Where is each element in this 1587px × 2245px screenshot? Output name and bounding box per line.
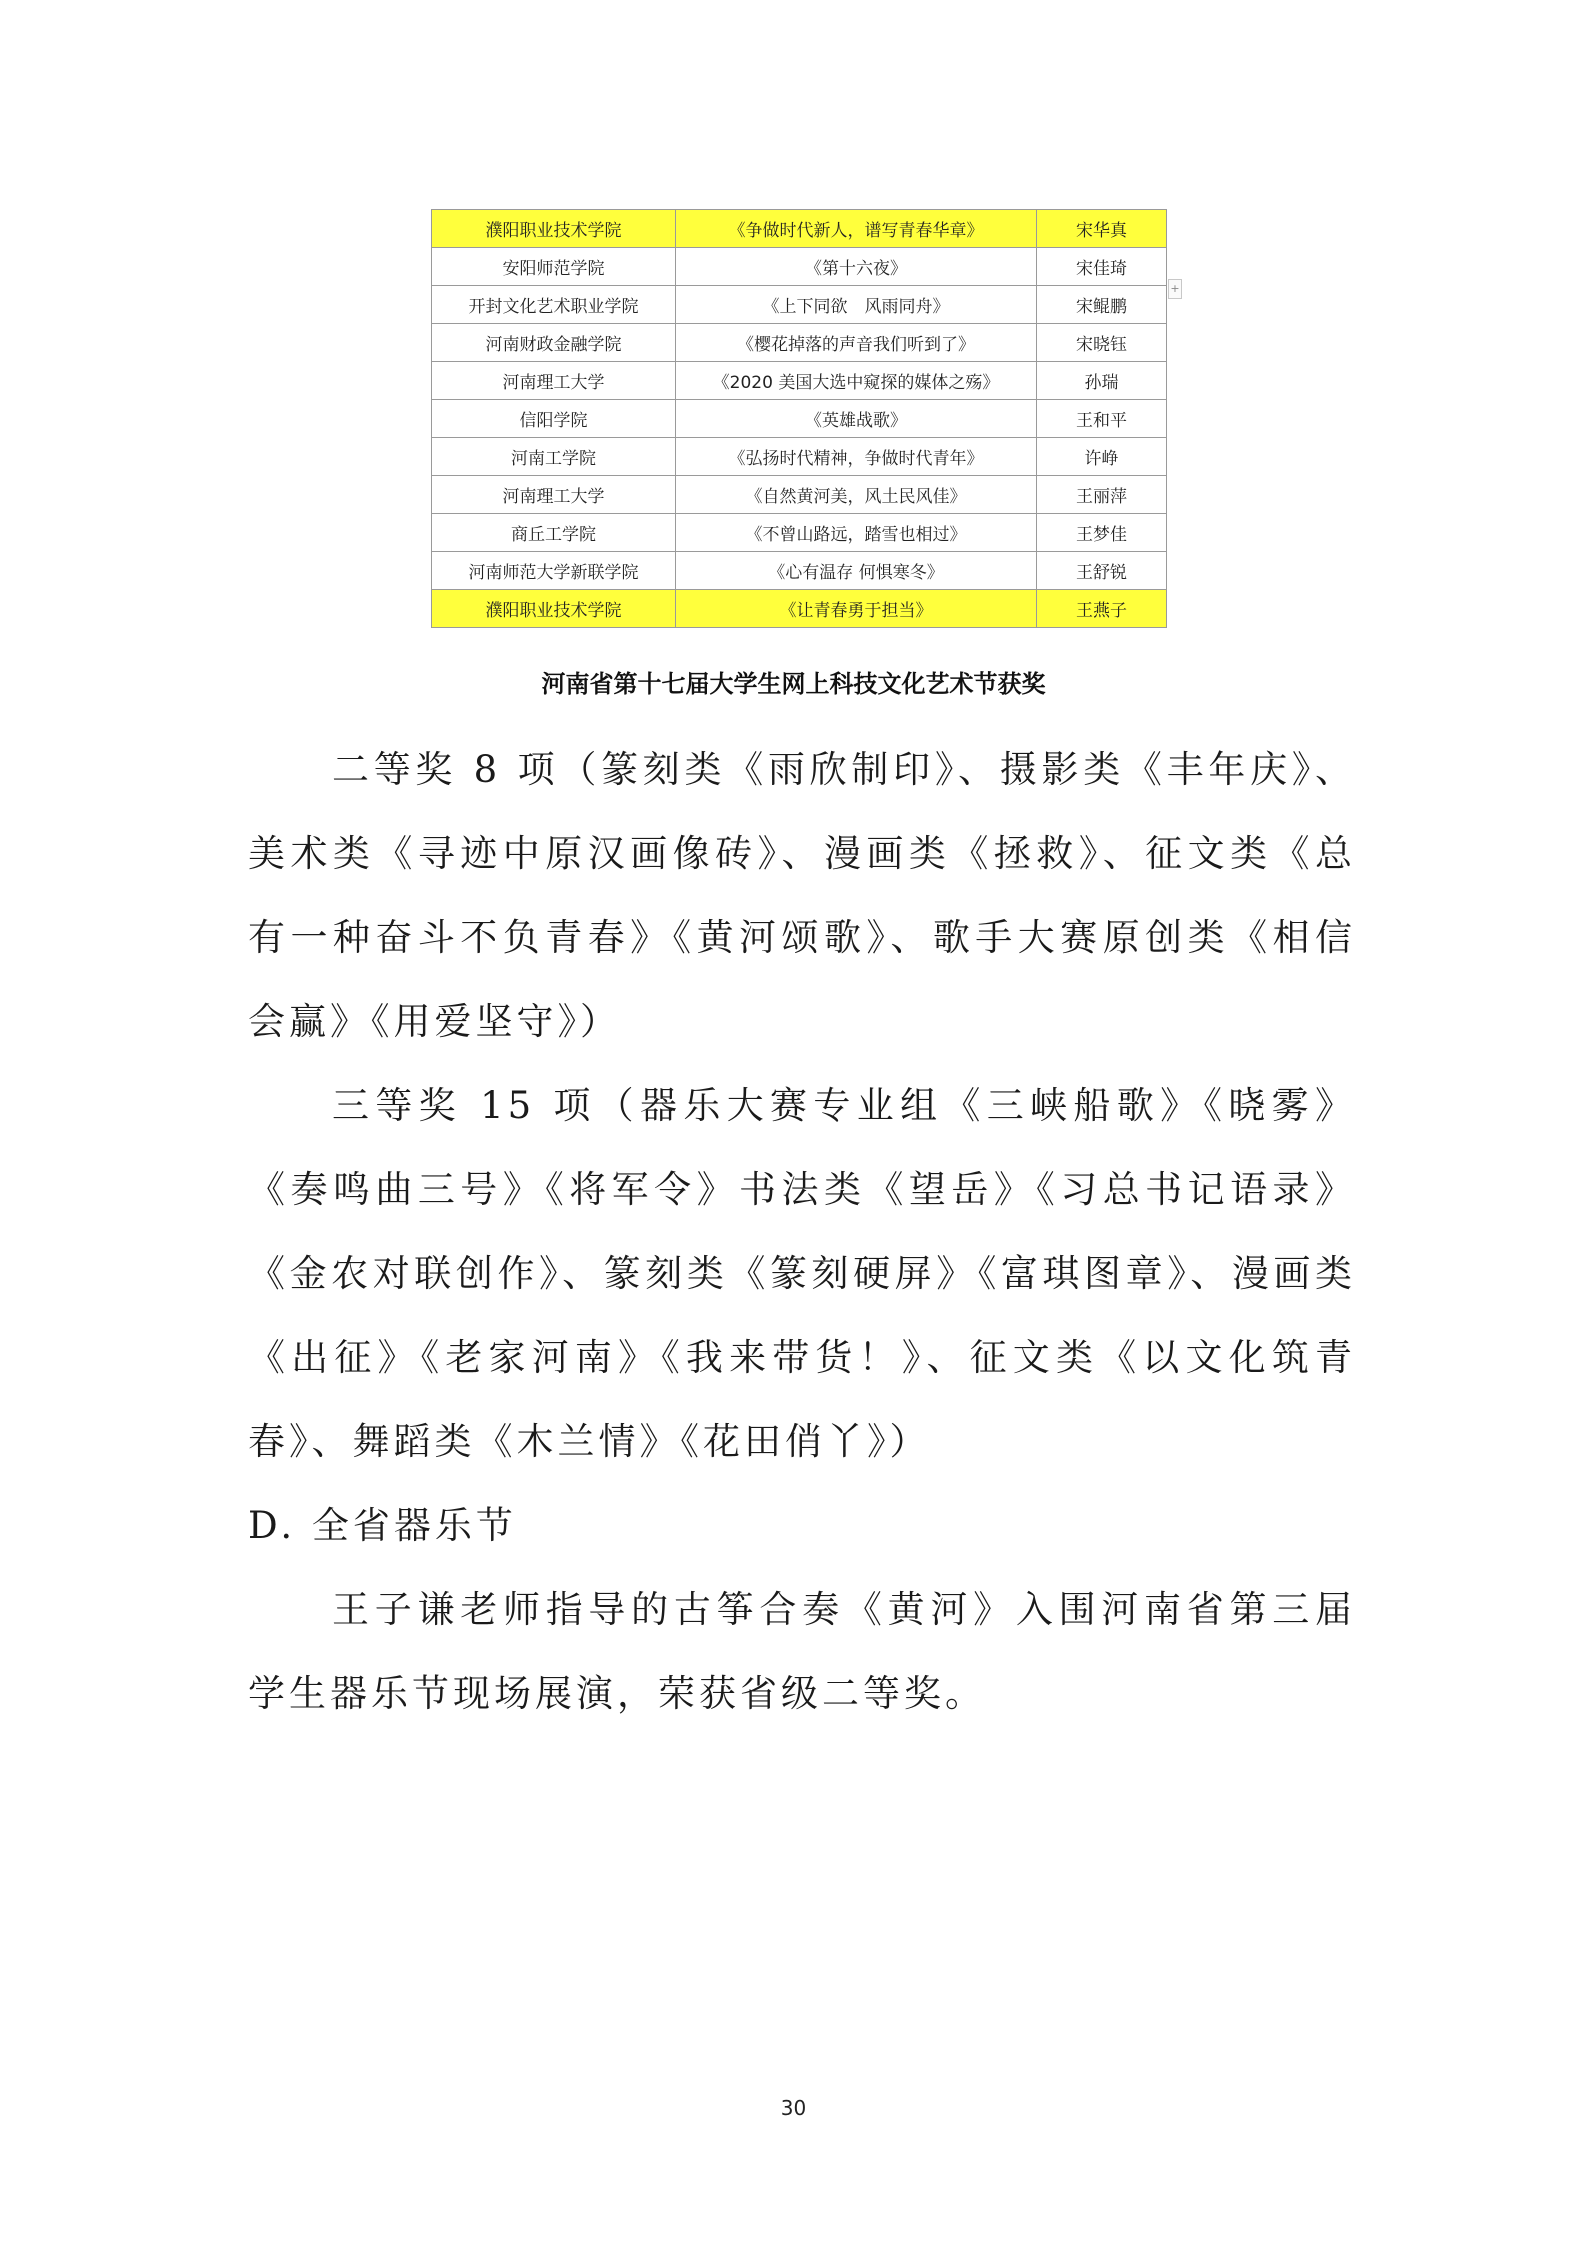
person-cell: 孙瑞	[1037, 362, 1167, 400]
table-row	[432, 514, 1167, 552]
third-prize-paragraph: 三等奖 15 项（器乐大赛专业组《三峡船歌》《晓雾》《奏鸣曲三号》《将军令》书法类《望岳》《习总书记语录》《金农对联创作》、篆刻类《篆刻硬屏》《富琪图章》、漫画类《出征》《老家河南》《我来带货！》、征文类《以文化筑青春》、舞蹈类《木兰情》《花田俏丫》）	[248, 1084, 1356, 1463]
school-cell: 河南财政金融学院	[432, 324, 676, 362]
school-cell: 商丘工学院	[432, 514, 676, 552]
table-row	[432, 476, 1167, 514]
body-text	[248, 728, 1356, 1736]
award-table-body	[432, 210, 1167, 628]
person-cell: 王燕子	[1037, 590, 1167, 628]
school-cell: 河南工学院	[432, 438, 676, 476]
school-cell: 河南理工大学	[432, 362, 676, 400]
work-title-cell: 《心有温存 何惧寒冬》	[676, 552, 1037, 590]
table-move-handle-icon[interactable]: +	[1168, 279, 1182, 299]
table-row	[432, 552, 1167, 590]
person-cell: 许峥	[1037, 438, 1167, 476]
person-cell: 宋晓钰	[1037, 324, 1167, 362]
instrumental-paragraph: 王子谦老师指导的古筝合奏《黄河》入围河南省第三届学生器乐节现场展演，荣获省级二等奖。	[248, 1588, 1356, 1715]
work-title-cell: 《2020 美国大选中窥探的媒体之殇》	[676, 362, 1037, 400]
work-title-cell: 《上下同欲 风雨同舟》	[676, 286, 1037, 324]
school-cell: 安阳师范学院	[432, 248, 676, 286]
school-cell: 河南师范大学新联学院	[432, 552, 676, 590]
work-title-cell: 《第十六夜》	[676, 248, 1037, 286]
school-cell: 濮阳职业技术学院	[432, 210, 676, 248]
work-title-cell: 《争做时代新人，谱写青春华章》	[676, 210, 1037, 248]
table-caption: 河南省第十七届大学生网上科技文化艺术节获奖	[541, 670, 1046, 698]
work-title-cell: 《英雄战歌》	[676, 400, 1037, 438]
work-title-cell: 《不曾山路远，踏雪也相过》	[676, 514, 1037, 552]
person-cell: 宋鲲鹏	[1037, 286, 1167, 324]
person-cell: 王和平	[1037, 400, 1167, 438]
table-row	[432, 248, 1167, 286]
person-cell: 王舒锐	[1037, 552, 1167, 590]
school-cell: 濮阳职业技术学院	[432, 590, 676, 628]
table-row	[432, 210, 1167, 248]
school-cell: 开封文化艺术职业学院	[432, 286, 676, 324]
table-row	[432, 286, 1167, 324]
person-cell: 王梦佳	[1037, 514, 1167, 552]
award-table	[431, 209, 1167, 628]
second-prize-paragraph: 二等奖 8 项（篆刻类《雨欣制印》、摄影类《丰年庆》、美术类《寻迹中原汉画像砖》、漫画类《拯救》、征文类《总有一种奋斗不负青春》《黄河颂歌》、歌手大赛原创类《相信会赢》《用爱坚守》）	[248, 748, 1356, 1043]
table-row	[432, 324, 1167, 362]
table-row	[432, 590, 1167, 628]
school-cell: 河南理工大学	[432, 476, 676, 514]
work-title-cell: 《弘扬时代精神，争做时代青年》	[676, 438, 1037, 476]
person-cell: 宋华真	[1037, 210, 1167, 248]
table-row	[432, 438, 1167, 476]
table-row	[432, 362, 1167, 400]
person-cell: 宋佳琦	[1037, 248, 1167, 286]
school-cell: 信阳学院	[432, 400, 676, 438]
section-heading: D. 全省器乐节	[248, 1504, 517, 1547]
person-cell: 王丽萍	[1037, 476, 1167, 514]
table-row	[432, 400, 1167, 438]
work-title-cell: 《让青春勇于担当》	[676, 590, 1037, 628]
page-number: 30	[780, 2096, 807, 2120]
work-title-cell: 《自然黄河美，风土民风佳》	[676, 476, 1037, 514]
work-title-cell: 《樱花掉落的声音我们听到了》	[676, 324, 1037, 362]
